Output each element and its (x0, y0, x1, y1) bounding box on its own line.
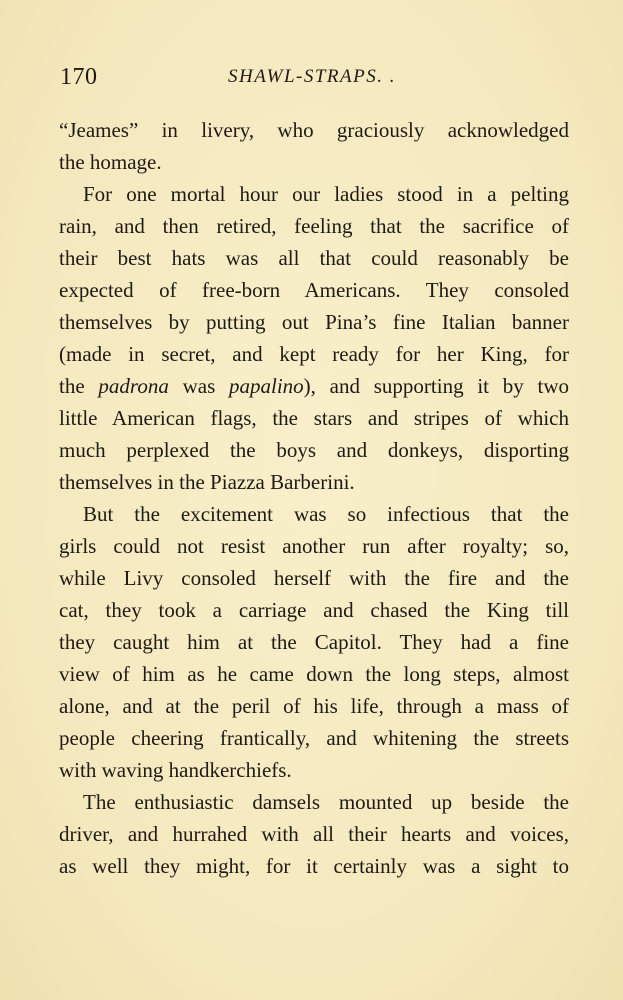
text-line: rain, and then retired, feeling that the sacrifice of (59, 214, 569, 238)
text-line-with-italics (59, 370, 569, 402)
text-line: expected of free-born Americans. They consoled (59, 278, 569, 302)
text-line: But the excitement was so infectious that the (83, 502, 569, 526)
text-line: their best hats was all that could reasonably be (59, 246, 569, 270)
text-fragment: was (168, 374, 229, 398)
text-line: while Livy consoled herself with the fire and the (59, 566, 569, 590)
italic-term-papalino: papalino (229, 374, 304, 398)
page-number: 170 (60, 64, 98, 90)
text-fragment: the (59, 374, 99, 398)
text-line: (made in secret, and kept ready for her King, for (59, 342, 569, 366)
text-line: little American flags, the stars and stripes of which (59, 406, 569, 430)
page-header (60, 64, 570, 94)
text-line: view of him as he came down the long steps, almost (59, 662, 569, 686)
text-line: themselves by putting out Pina’s fine Italian banner (59, 310, 569, 334)
italic-term-padrona: padrona (98, 374, 169, 398)
text-line: as well they might, for it certainly was a sight to (59, 854, 569, 878)
text-line: people cheering frantically, and whitening the streets (59, 726, 569, 750)
text-line: The enthusiastic damsels mounted up beside the (83, 790, 569, 814)
text-line: driver, and hurrahed with all their hearts and voices, (59, 822, 569, 846)
text-line: the homage. (59, 150, 162, 174)
text-line: “Jeames” in livery, who graciously acknowledged (59, 118, 569, 142)
text-line: themselves in the Piazza Barberini. (59, 470, 355, 494)
text-fragment: ), and supporting it by two (303, 374, 569, 398)
text-line: with waving handkerchiefs. (59, 758, 292, 782)
text-line: they caught him at the Capitol. They had a fine (59, 630, 569, 654)
running-title: SHAWL-STRAPS. . (228, 66, 396, 87)
text-line: For one mortal hour our ladies stood in a pelting (83, 182, 569, 206)
text-line: girls could not resist another run after royalty; so, (59, 534, 569, 558)
text-line: much perplexed the boys and donkeys, disporting (59, 438, 569, 462)
text-line: alone, and at the peril of his life, through a mass of (59, 694, 569, 718)
body-text (59, 114, 569, 882)
text-line: cat, they took a carriage and chased the King till (59, 598, 569, 622)
